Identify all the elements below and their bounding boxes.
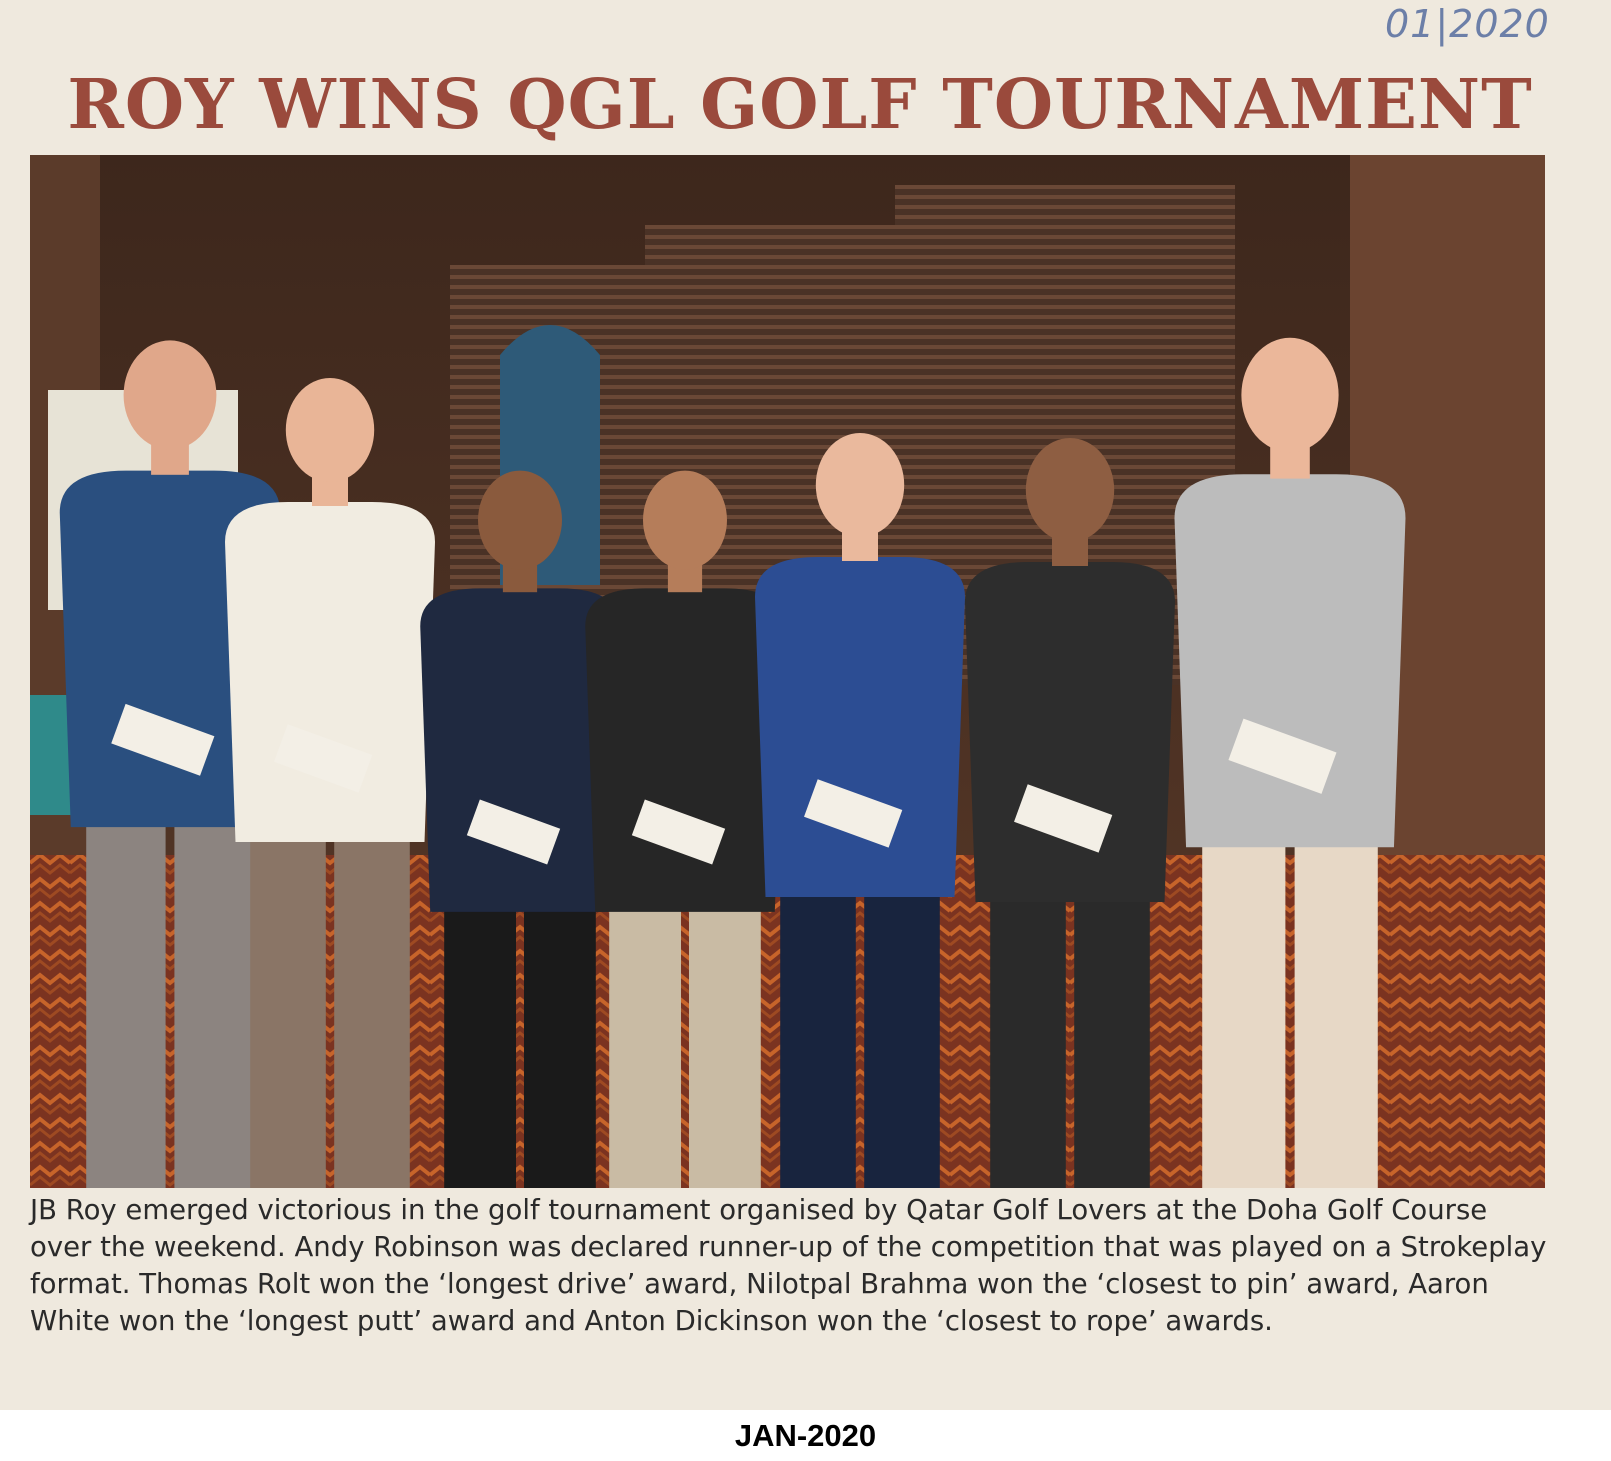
person-7-leg-right (1295, 837, 1378, 1188)
person-7-leg-left (1202, 837, 1285, 1188)
handwritten-date: 01|2020 (1385, 2, 1550, 46)
footer-date: JAN-2020 (734, 1418, 877, 1453)
person-2-head (286, 378, 374, 482)
person-1-leg-right (174, 817, 253, 1188)
person-4-torso (585, 588, 785, 912)
person-2-leg-left (250, 832, 326, 1188)
person-4-leg-right (689, 902, 761, 1188)
person-6-leg-left (990, 892, 1066, 1188)
person-6-torso (965, 562, 1175, 902)
person-7-head (1241, 338, 1338, 452)
person-1-leg-left (86, 817, 165, 1188)
person-1-head (124, 340, 217, 449)
person-5-leg-left (780, 887, 856, 1188)
person-4-head (643, 471, 727, 570)
group-photo (30, 155, 1545, 1188)
person-4-leg-left (609, 902, 681, 1188)
caption: JB Roy emerged victorious in the golf tournament organised by Qatar Golf Lovers at the Doha Golf Course over the weekend. Andy Robinson was declared runner-up of the competition that was played on a Strokeplay format. Thomas Rolt won the ‘longest drive’ award, Nilotpal Brahma won the ‘closest to pin’ award, Aaron White won the ‘longest putt’ award and Anton Dickinson won the ‘closest to rope’ awards. (30, 1194, 1547, 1337)
person-5-torso (755, 557, 965, 897)
person-6-head (1026, 438, 1114, 542)
person-5-head (816, 433, 904, 537)
person-3-leg-right (524, 902, 596, 1188)
group-photo-illustration (30, 155, 1545, 1188)
person-3-head (478, 471, 562, 570)
person-6-leg-right (1074, 892, 1150, 1188)
person-5-leg-right (864, 887, 940, 1188)
person-3-leg-left (444, 902, 516, 1188)
person-2-leg-right (334, 832, 410, 1188)
headline: ROY WINS QGL GOLF TOURNAMENT (67, 65, 1533, 145)
person-2-torso (225, 502, 435, 842)
person-7-torso (1175, 474, 1406, 847)
